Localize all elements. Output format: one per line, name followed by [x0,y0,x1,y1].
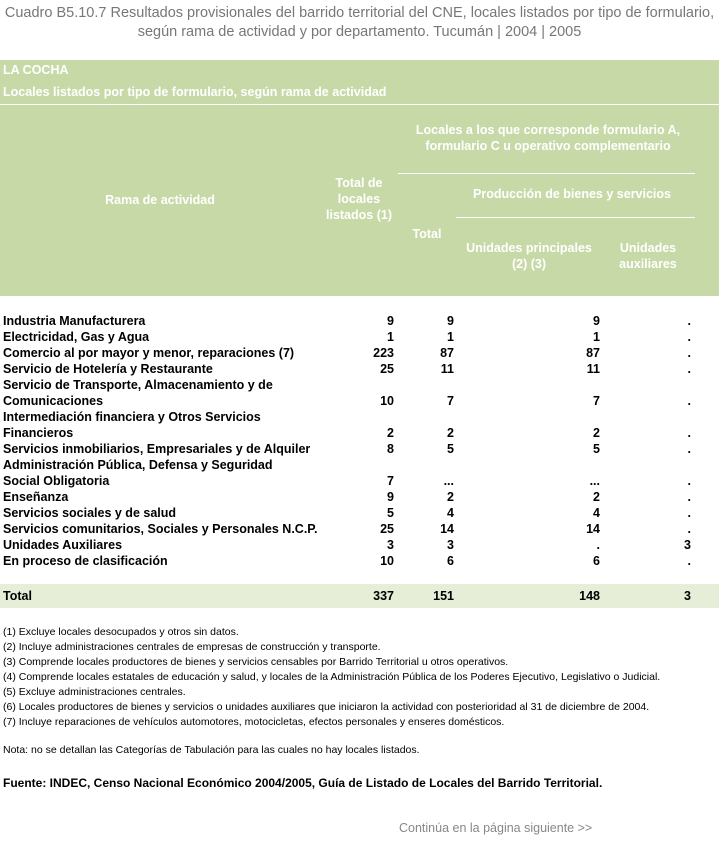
total-principales: 148 [579,589,600,603]
footnote: (2) Incluye administraciones centrales de empresas de construcción y transporte. [3,641,381,653]
table-subtitle: Locales listados por tipo de formulario, según rama de actividad [3,85,387,99]
header-form-group: Locales a los que corresponde formulario A, formulario C u operativo complementario [415,123,681,153]
row-label: Servicios sociales y de salud [3,506,177,520]
table-row [0,537,719,553]
cell-total: 6 [447,554,454,568]
row-label: Comercio al por mayor y menor, reparaciones (7) [3,346,295,360]
header-total: Total [412,227,442,241]
footnote: (4) Comprende locales estatales de educación y salud, y locales de la Administración Pública de los Poderes Ejecutivo, Legislativo o Judicial. [3,671,661,683]
header-divider [456,217,695,218]
cell-total: 2 [447,426,454,440]
cell-auxiliares: . [687,362,691,376]
header-produccion: Producción de bienes y servicios [473,187,671,201]
cell-principales: 2 [593,426,600,440]
total-row [0,584,719,608]
footnotes [3,625,660,730]
source-citation: Fuente: INDEC, Censo Nacional Económico 2004/2005, Guía de Listado de Locales del Barrido Territorial. [3,776,603,790]
table-row [0,409,719,441]
table-body [0,313,719,569]
cell-principales: 1 [593,330,600,344]
header-unidades-auxiliares: Unidades auxiliares [619,241,677,271]
cell-total: 14 [440,522,454,536]
table-row [0,377,719,409]
cell-auxiliares: . [687,554,691,568]
cell-total-listados: 25 [380,522,394,536]
footnote: (6) Locales productores de bienes y servicios o unidades auxiliares que iniciaron la actividad con posterioridad al 31 de diciembre de 2004. [3,701,650,713]
cell-principales: . [596,538,600,552]
cell-principales: 5 [593,442,600,456]
row-label: Electricidad, Gas y Agua [3,330,150,344]
next-page-link[interactable]: Continúa en la página siguiente >> [399,821,593,835]
row-label: Servicio de Hotelería y Restaurante [3,362,213,376]
cell-total-listados: 9 [387,490,394,504]
cell-total: ... [443,474,454,488]
table-row [0,521,719,537]
cell-total-listados: 2 [387,426,394,440]
department-band [0,60,719,82]
cell-total: 5 [447,442,454,456]
cell-total-listados: 9 [387,314,394,328]
cell-total-listados: 25 [380,362,394,376]
header-rama: Rama de actividad [105,193,215,207]
title-line-1: Cuadro B5.10.7 Resultados provisionales del barrido territorial del CNE, locales listados por tipo de formulario, [4,5,715,21]
cell-auxiliares: . [687,394,691,408]
cell-total-listados: 10 [380,394,394,408]
table-row [0,457,719,489]
footnote: (1) Excluye locales desocupados y otros sin datos. [3,626,239,638]
cell-total: 4 [447,506,454,520]
cell-total-listados: 223 [373,346,394,360]
title-line-2: según rama de actividad y por departamento. Tucumán | 2004 | 2005 [137,24,582,40]
cell-total-listados: 7 [387,474,394,488]
table-note: Nota: no se detallan las Categorías de Tabulación para las cuales no hay locales listados. [3,744,420,756]
cell-total: 7 [447,394,454,408]
cell-total: 9 [447,314,454,328]
table-row [0,553,719,569]
cell-principales: 2 [593,490,600,504]
total-listados: 337 [373,589,394,603]
cell-principales: 6 [593,554,600,568]
cell-total-listados: 1 [387,330,394,344]
table-row [0,313,719,329]
row-label: En proceso de clasificación [3,554,168,568]
cell-total: 2 [447,490,454,504]
cell-auxiliares: . [687,442,691,456]
header-divider [398,173,695,174]
total-label: Total [3,589,32,603]
cell-principales: 11 [586,362,600,376]
footnote: (3) Comprende locales productores de bienes y servicios censables por Barrido Territorial u otros operativos. [3,656,509,668]
footnote: (7) Incluye reparaciones de vehículos automotores, motocicletas, efectos personales y enseres domésticos. [3,716,505,728]
row-label: Intermediación financiera y Otros Servicios Financieros [3,410,261,440]
row-label: Servicios inmobiliarios, Empresariales y de Alquiler [3,442,311,456]
cell-total-listados: 8 [387,442,394,456]
subtitle-band [0,82,719,104]
cell-total-listados: 5 [387,506,394,520]
cell-principales: 9 [593,314,600,328]
cell-auxiliares: . [687,522,691,536]
row-label: Servicios comunitarios, Sociales y Personales N.C.P. [3,522,318,536]
cell-auxiliares: . [687,426,691,440]
row-label: Administración Pública, Defensa y Seguridad Social Obligatoria [3,458,273,488]
row-label: Industria Manufacturera [3,314,146,328]
header-total-locales: Total de locales listados (1) [326,176,392,222]
total-total: 151 [433,589,454,603]
cell-total-listados: 10 [380,554,394,568]
cell-principales: ... [589,474,600,488]
row-label: Servicio de Transporte, Almacenamiento y de Comunicaciones [3,378,273,408]
cell-principales: 87 [586,346,600,360]
table-row [0,489,719,505]
header-unidades-principales: Unidades principales (2) (3) [466,241,592,271]
cell-auxiliares: . [687,506,691,520]
department-name: LA COCHA [3,63,69,77]
row-label: Unidades Auxiliares [3,538,123,552]
table-title [0,4,719,42]
cell-auxiliares: . [687,490,691,504]
table-row [0,329,719,345]
cell-total: 3 [447,538,454,552]
cell-principales: 7 [593,394,600,408]
row-label: Enseñanza [3,490,69,504]
table-row [0,361,719,377]
cell-auxiliares: . [687,346,691,360]
table-header [0,105,719,296]
cell-auxiliares: . [687,474,691,488]
cell-principales: 4 [593,506,600,520]
footnote: (5) Excluye administraciones centrales. [3,686,186,698]
cell-auxiliares: 3 [684,538,691,552]
cell-total: 87 [440,346,454,360]
cell-total-listados: 3 [387,538,394,552]
cell-total: 11 [440,362,454,376]
table-row [0,441,719,457]
cell-total: 1 [447,330,454,344]
cell-principales: 14 [586,522,600,536]
cell-auxiliares: . [687,314,691,328]
table-row [0,345,719,361]
total-auxiliares: 3 [684,589,691,603]
cell-auxiliares: . [687,330,691,344]
table-row [0,505,719,521]
